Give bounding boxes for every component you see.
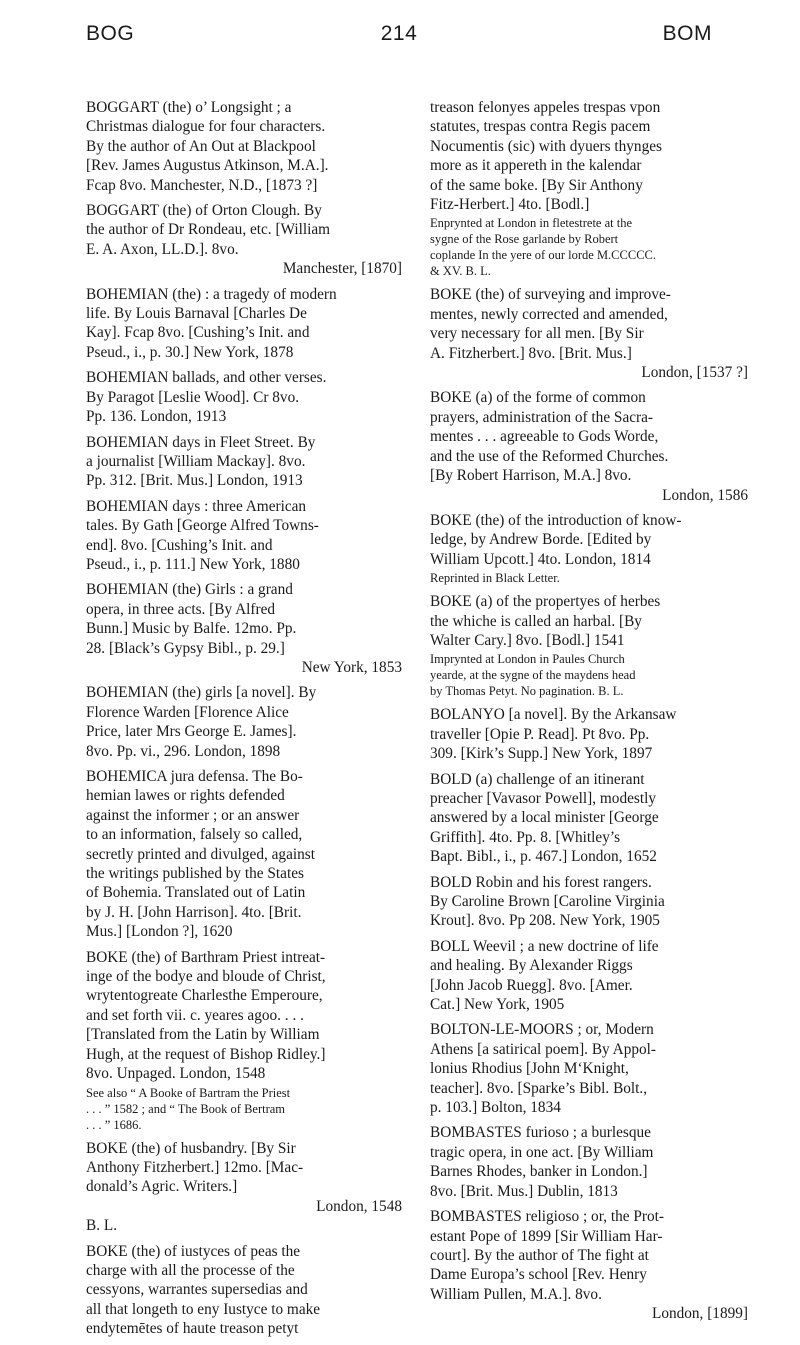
entry-line: p. 103.] Bolton, 1834	[430, 1099, 561, 1117]
entry-line: more as it appereth in the kalendar	[430, 157, 642, 175]
entry-line: 8vo. Pp. vi., 296. London, 1898	[86, 742, 281, 760]
entry-line: the author of Dr Rondeau, etc. [William	[86, 221, 331, 239]
entry-line: Barnes Rhodes, banker in London.]	[430, 1163, 648, 1181]
catalogue-entry	[86, 368, 402, 426]
running-header	[86, 22, 712, 56]
entry-line: and healing. By Alexander Riggs	[430, 957, 633, 975]
entry-line: Pseud., i., p. 30.] New York, 1878	[86, 343, 294, 361]
entry-line: inge of the bodye and bloude of Christ,	[86, 968, 326, 986]
entry-line: teacher]. 8vo. [Sparke’s Bibl. Bolt.,	[430, 1079, 648, 1097]
entry-format-note: B. L.	[86, 1217, 118, 1235]
note-line: Imprynted at London in Paules Church	[430, 652, 625, 667]
header-right-catchword: BOM	[662, 22, 712, 45]
left-column	[86, 98, 402, 1345]
catalogue-entry	[86, 285, 402, 363]
catalogue-entry	[86, 433, 402, 491]
entry-line: BOHEMIAN days in Fleet Street. By	[86, 433, 316, 451]
entry-line: BOHEMICA jura defensa. The Bo-	[86, 768, 303, 785]
entry-line: [By Robert Harrison, M.A.] 8vo.	[430, 467, 632, 485]
header-left-catchword: BOG	[86, 22, 135, 45]
entry-line: mentes . . . agreeable to Gods Worde,	[430, 428, 659, 446]
entry-line: very necessary for all men. [By Sir	[430, 325, 644, 343]
note-line: . . . ” 1686.	[86, 1117, 142, 1132]
entry-line: William Upcott.] 4to. London, 1814	[430, 550, 651, 568]
catalogue-entry	[86, 948, 402, 1133]
entry-line: of the same boke. [By Sir Anthony	[430, 176, 643, 194]
entry-line: Pp. 136. London, 1913	[86, 408, 227, 426]
entry-line: [Rev. James Augustus Atkinson, M.A.].	[86, 157, 329, 175]
note-line: Enprynted at London in fletestrete at the	[430, 216, 633, 231]
entry-line: donald’s Agric. Writers.]	[86, 1178, 238, 1196]
catalogue-entry	[430, 1123, 748, 1201]
entry-line: estant Pope of 1899 [Sir William Har-	[430, 1227, 663, 1245]
note-line: by Thomas Petyt. No pagination. B. L.	[430, 684, 624, 699]
catalogue-entry	[430, 511, 748, 586]
entry-line: the writings published by the States	[86, 865, 304, 883]
catalogue-entry	[86, 201, 402, 279]
catalogue-entry	[86, 683, 402, 761]
entry-line: Anthony Fitzherbert.] 12mo. [Mac-	[86, 1158, 304, 1176]
entry-line: and the use of the Reformed Churches.	[430, 447, 669, 465]
entry-line: by J. H. [John Harrison]. 4to. [Brit.	[86, 903, 302, 921]
entry-line: ledge, by Andrew Borde. [Edited by	[430, 531, 652, 549]
entry-line: court]. By the author of The fight at	[430, 1246, 649, 1264]
entry-line: tales. By Gath [George Alfred Towns-	[86, 517, 319, 535]
entry-line: Fitz-Herbert.] 4to. [Bodl.]	[430, 196, 590, 214]
entry-line: life. By Louis Barnaval [Charles De	[86, 305, 307, 323]
catalogue-entry	[86, 497, 402, 575]
entry-line: a journalist [William Mackay]. 8vo.	[86, 452, 306, 470]
entry-line: By Paragot [Leslie Wood]. Cr 8vo.	[86, 388, 300, 406]
entry-line: charge with all the processe of the	[86, 1261, 295, 1279]
entry-line: E. A. Axon, LL.D.]. 8vo.	[86, 240, 239, 258]
entry-line: BOLL Weevil ; a new doctrine of life	[430, 937, 659, 955]
catalogue-entry	[430, 285, 748, 382]
entry-line: BOKE (the) of Barthram Priest intreat-	[86, 948, 326, 966]
entry-line: cessyons, warrantes supersedias and	[86, 1281, 308, 1299]
entry-line: [Translated from the Latin by William	[86, 1026, 320, 1044]
entry-line: and set forth vii. c. yeares agoo. . . .	[86, 1006, 304, 1024]
catalogue-entry	[430, 1207, 748, 1323]
entry-line: end]. 8vo. [Cushing’s Init. and	[86, 536, 273, 554]
catalogue-entry	[430, 873, 748, 931]
entry-line: Florence Warden [Florence Alice	[86, 703, 289, 721]
entry-line: BOLD Robin and his forest rangers.	[430, 873, 652, 891]
entry-line: 28. [Black’s Gypsy Bibl., p. 29.]	[86, 639, 285, 657]
entry-line: By Caroline Brown [Caroline Virginia	[430, 893, 665, 910]
entry-line: BOKE (the) of the introduction of know-	[430, 511, 682, 529]
entry-line: BOGGART (the) of Orton Clough. By	[86, 202, 322, 220]
entry-line: Price, later Mrs George E. James].	[86, 723, 297, 741]
entry-line: BOHEMIAN days : three American	[86, 497, 307, 515]
entry-line: Christmas dialogue for four characters.	[86, 118, 326, 136]
entry-line: Bunn.] Music by Balfe. 12mo. Pp.	[86, 620, 297, 638]
entry-line: BOKE (the) of surveying and improve-	[430, 286, 671, 304]
entry-line: against the informer ; or an answer	[86, 806, 300, 824]
catalogue-entry	[86, 98, 402, 195]
entry-imprint: London, [1899]	[651, 1305, 748, 1323]
entry-line: Pp. 312. [Brit. Mus.] London, 1913	[86, 472, 303, 490]
entry-line: Krout]. 8vo. Pp 208. New York, 1905	[430, 912, 660, 930]
entry-line: BOGGART (the) o’ Longsight ; a	[86, 99, 292, 116]
entry-line: all that longeth to eny Iustyce to make	[86, 1300, 321, 1318]
catalogue-entry	[430, 705, 748, 763]
entry-line: BOLTON-LE-MOORS ; or, Modern	[430, 1021, 654, 1039]
entry-line: wrytentogreate Charlesthe Emperoure,	[86, 987, 323, 1005]
page-number: 214	[380, 22, 418, 45]
note-line: See also “ A Booke of Bartram the Priest	[86, 1085, 291, 1100]
entry-line: Nocumentis (sic) with dyuers thynges	[430, 137, 662, 155]
catalogue-entry	[86, 580, 402, 677]
entry-line: traveller [Opie P. Read]. Pt 8vo. Pp.	[430, 725, 650, 743]
entry-line: Athens [a satirical poem]. By Appol-	[430, 1040, 657, 1058]
entry-line: Griffith]. 4to. Pp. 8. [Whitley’s	[430, 828, 621, 846]
entry-line: BOKE (a) of the propertyes of herbes	[430, 593, 661, 611]
entry-line: BOLANYO [a novel]. By the Arkansaw	[430, 706, 677, 724]
entry-line: tragic opera, in one act. [By William	[430, 1143, 654, 1161]
catalogue-entry	[430, 592, 748, 699]
catalogue-entry	[86, 1139, 402, 1236]
note-line: yearde, at the sygne of the maydens head	[430, 668, 636, 683]
entry-imprint: London, 1548	[316, 1197, 402, 1215]
note-line: sygne of the Rose garlande by Robert	[430, 232, 619, 247]
entry-note	[86, 1085, 402, 1133]
catalogue-entry	[430, 1020, 748, 1117]
entry-line: 8vo. [Brit. Mus.] Dublin, 1813	[430, 1182, 618, 1200]
entry-line: to an information, falsely so called,	[86, 826, 303, 844]
catalogue-entry	[430, 937, 748, 1015]
entry-line: 8vo. Unpaged. London, 1548	[86, 1065, 266, 1083]
entry-line: BOHEMIAN (the) Girls : a grand	[86, 581, 293, 599]
entry-imprint: Manchester, [1870]	[282, 260, 402, 278]
entry-line: Cat.] New York, 1905	[430, 996, 565, 1014]
entry-note	[430, 651, 748, 699]
entry-line: BOLD (a) challenge of an itinerant	[430, 770, 645, 788]
catalogue-entry	[430, 388, 748, 504]
entry-line: A. Fitzherbert.] 8vo. [Brit. Mus.]	[430, 344, 632, 362]
entry-line: Mus.] [London ?], 1620	[86, 923, 233, 941]
entry-imprint: New York, 1853	[301, 658, 402, 676]
entry-line: prayers, administration of the Sacra-	[430, 408, 653, 426]
entry-line: treason felonyes appeles trespas vpon	[430, 99, 661, 116]
entry-line: 309. [Kirk’s Supp.] New York, 1897	[430, 745, 653, 763]
note-line: Reprinted in Black Letter.	[430, 571, 560, 586]
entry-line: lonius Rhodius [John M‘Knight,	[430, 1060, 629, 1078]
entry-imprint: London, 1586	[662, 486, 748, 504]
catalogue-entry	[430, 98, 748, 279]
entry-line: BOKE (the) of iustyces of peas the	[86, 1242, 301, 1260]
entry-note	[430, 570, 748, 586]
entry-line: the whiche is called an harbal. [By	[430, 612, 642, 630]
entry-line: preacher [Vavasor Powell], modestly	[430, 789, 656, 807]
catalogue-entry	[430, 770, 748, 867]
catalogue-entry	[86, 1242, 402, 1339]
entry-imprint: London, [1537 ?]	[641, 364, 748, 382]
entry-line: Pseud., i., p. 111.] New York, 1880	[86, 555, 300, 573]
note-line: coplande In the yere of our lorde M.CCCCC.	[430, 248, 656, 263]
entry-line: BOMBASTES furioso ; a burlesque	[430, 1124, 651, 1142]
entry-line: BOKE (the) of husbandry. [By Sir	[86, 1139, 296, 1157]
entry-line: answered by a local minister [George	[430, 809, 659, 827]
catalogue-entry	[86, 767, 402, 942]
entry-line: Fcap 8vo. Manchester, N.D., [1873 ?]	[86, 176, 318, 194]
entry-line: opera, in three acts. [By Alfred	[86, 600, 276, 618]
entry-line: Kay]. Fcap 8vo. [Cushing’s Init. and	[86, 324, 310, 342]
entry-line: BOHEMIAN ballads, and other verses.	[86, 369, 327, 387]
entry-line: BOHEMIAN (the) : a tragedy of modern	[86, 285, 337, 303]
entry-line: endytemētes of haute treason petyt	[86, 1320, 299, 1338]
note-line: . . . ” 1582 ; and “ The Book of Bertram	[86, 1101, 286, 1116]
entry-line: mentes, newly corrected and amended,	[430, 305, 668, 323]
entry-line: By the author of An Out at Blackpool	[86, 137, 316, 155]
entry-line: BOMBASTES religioso ; or, the Prot-	[430, 1208, 664, 1226]
entry-line: William Pullen, M.A.]. 8vo.	[430, 1285, 602, 1303]
entry-line: Walter Cary.] 8vo. [Bodl.] 1541	[430, 631, 625, 649]
right-column	[430, 98, 748, 1330]
entry-line: [John Jacob Ruegg]. 8vo. [Amer.	[430, 976, 633, 994]
entry-line: BOKE (a) of the forme of common	[430, 389, 646, 407]
entry-line: statutes, trespas contra Regis pacem	[430, 118, 651, 136]
entry-line: hemian lawes or rights defended	[86, 787, 285, 805]
entry-line: BOHEMIAN (the) girls [a novel]. By	[86, 684, 317, 702]
entry-line: Dame Europa’s school [Rev. Henry	[430, 1266, 647, 1284]
entry-note	[430, 215, 748, 279]
entry-line: Bapt. Bibl., i., p. 467.] London, 1652	[430, 848, 657, 866]
entry-line: secretly printed and divulged, against	[86, 845, 315, 863]
entry-line: of Bohemia. Translated out of Latin	[86, 884, 306, 902]
note-line: & XV. B. L.	[430, 264, 491, 279]
entry-line: Hugh, at the request of Bishop Ridley.]	[86, 1045, 326, 1063]
